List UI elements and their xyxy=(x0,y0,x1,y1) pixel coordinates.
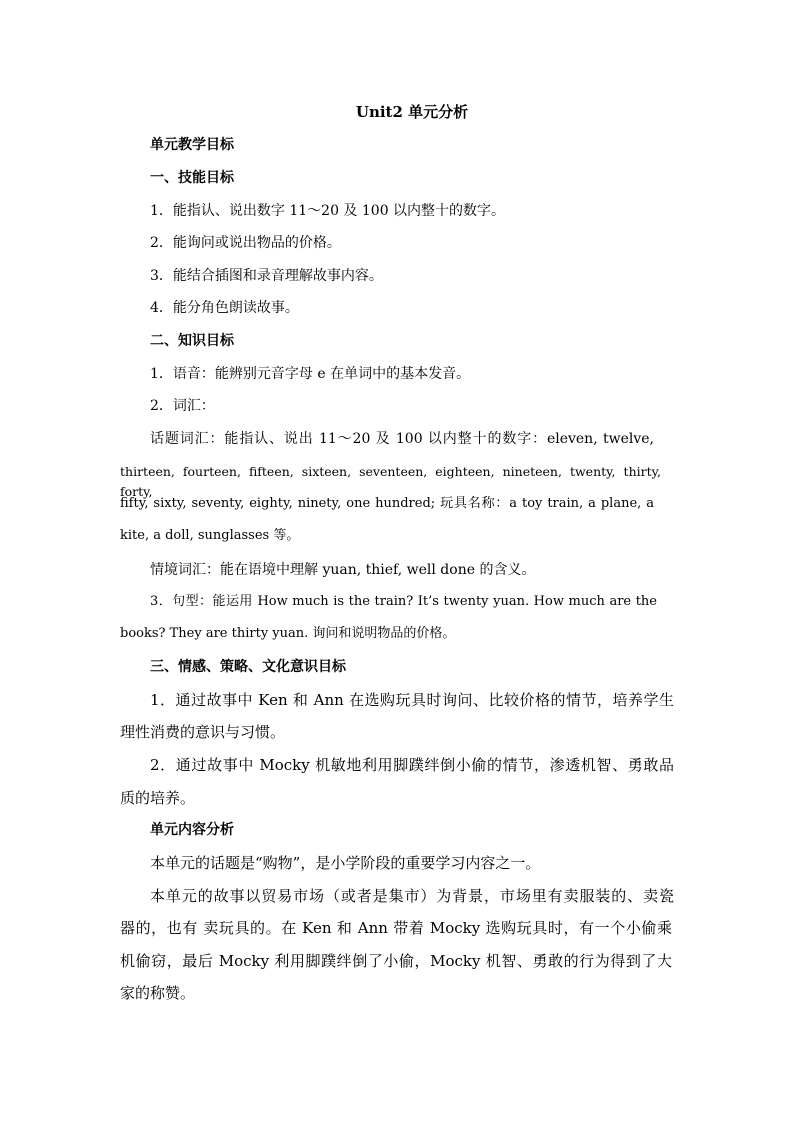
heading-content-analysis: 单元内容分析 xyxy=(150,822,234,838)
skill-item: 2．能询问或说出物品的价格。 xyxy=(150,235,341,251)
skill-item: 4．能分角色朗读故事。 xyxy=(150,300,299,316)
affective-item-line: 理性消费的意识与习惯。 xyxy=(120,723,286,741)
context-vocab: 情境词汇：能在语境中理解 yuan, thief, well done 的含义。 xyxy=(150,562,536,578)
topic-vocab-line: kite, a doll, sunglasses 等。 xyxy=(120,528,300,543)
affective-item-line: 1．通过故事中 Ken 和 Ann 在选购玩具时询问、比较价格的情节，培养学生 xyxy=(150,691,674,709)
heading-affective-goals: 三、情感、策略、文化意识目标 xyxy=(150,659,346,675)
analysis-paragraph-line: 本单元的故事以贸易市场（或者是集市）为背景，市场里有卖服装的、卖瓷 xyxy=(150,887,674,905)
page-title: Unit2 单元分析 xyxy=(355,103,469,121)
affective-item-line: 2．通过故事中 Mocky 机敏地利用脚蹼绊倒小偷的情节，渗透机智、勇敢品 xyxy=(150,756,674,774)
phonics-item: 1．语音：能辨别元音字母 e 在单词中的基本发音。 xyxy=(150,366,471,382)
skill-item: 3．能结合插图和录音理解故事内容。 xyxy=(150,268,383,284)
affective-item-line: 质的培养。 xyxy=(120,789,196,807)
heading-teaching-goals: 单元教学目标 xyxy=(150,137,234,153)
analysis-paragraph: 本单元的话题是“购物”，是小学阶段的重要学习内容之一。 xyxy=(150,854,541,872)
heading-knowledge-goals: 二、知识目标 xyxy=(150,333,234,349)
analysis-paragraph-line: 机偷窃，最后 Mocky 利用脚蹼绊倒了小偷，Mocky 机智、勇敢的行为得到了大 xyxy=(120,952,672,970)
analysis-paragraph-line: 器的，也有 卖玩具的。在 Ken 和 Ann 带着 Mocky 选购玩具时，有一个小偷乘 xyxy=(120,919,672,937)
vocab-label: 2．词汇： xyxy=(150,398,215,414)
topic-vocab-line: 话题词汇：能指认、说出 11～20 及 100 以内整十的数字：eleven, twelve, xyxy=(150,431,654,447)
heading-skill-goals: 一、技能目标 xyxy=(150,170,234,186)
sentence-pattern-line: 3．句型：能运用 How much is the train? It’s twenty yuan. How much are the xyxy=(150,594,657,609)
topic-vocab-line: thirteen, fourteen, fifteen, sixteen, seventeen, eighteen, nineteen, twenty, thirty, forty, xyxy=(120,464,661,499)
sentence-pattern-line: books? They are thirty yuan. 询问和说明物品的价格。 xyxy=(120,626,456,641)
topic-vocab-line: fifty, sixty, seventy, eighty, ninety, one hundred; 玩具名称：a toy train, a plane, a xyxy=(120,496,654,511)
skill-item: 1．能指认、说出数字 11～20 及 100 以内整十的数字。 xyxy=(150,203,506,219)
analysis-paragraph-line: 家的称赞。 xyxy=(120,984,196,1002)
